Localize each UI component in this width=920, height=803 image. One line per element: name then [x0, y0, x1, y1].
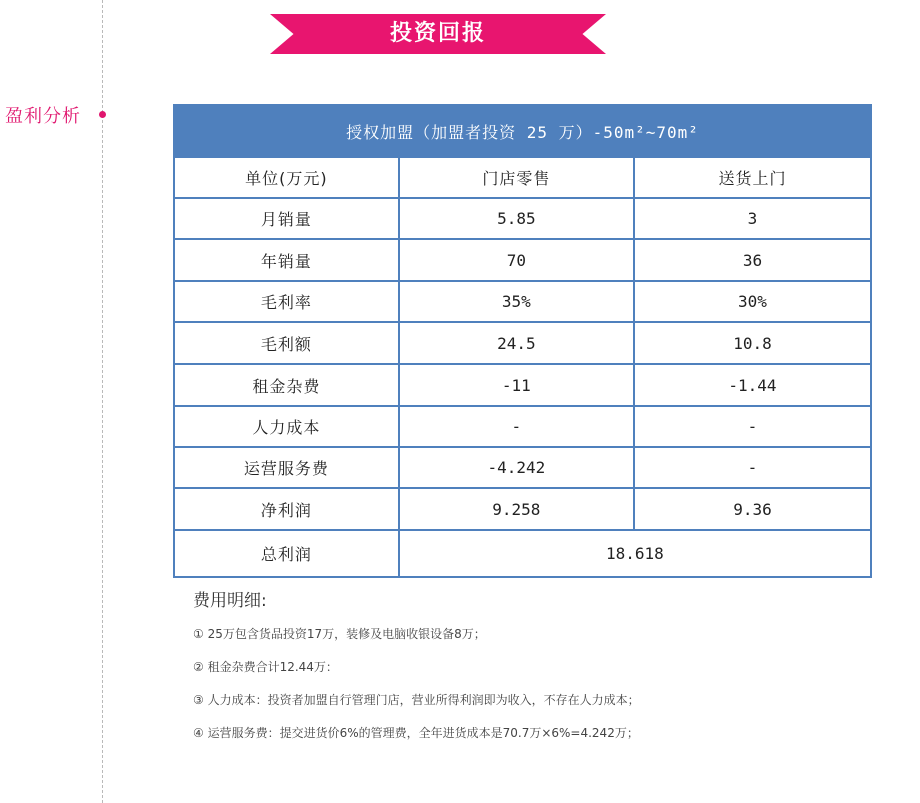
profit-table	[173, 104, 872, 578]
note-item: ① 25万包含货品投资17万，装修及电脑收银设备8万；	[193, 627, 486, 641]
row-label: 租金杂费	[174, 364, 399, 406]
total-label: 总利润	[174, 530, 399, 577]
row-label: 月销量	[174, 198, 399, 239]
row-label: 年销量	[174, 239, 399, 281]
retail-value: -	[399, 406, 634, 447]
delivery-value: 36	[634, 239, 871, 281]
row-label: 人力成本	[174, 406, 399, 447]
delivery-value: -	[634, 406, 871, 447]
retail-value: 9.258	[399, 488, 634, 530]
row-label: 毛利额	[174, 322, 399, 364]
retail-value: 70	[399, 239, 634, 281]
retail-value: 5.85	[399, 198, 634, 239]
retail-value: 24.5	[399, 322, 634, 364]
total-row	[174, 530, 871, 577]
table-row	[174, 364, 871, 406]
delivery-value: -1.44	[634, 364, 871, 406]
note-item: ④ 运营服务费：提交进货价6%的管理费，全年进货成本是70.7万×6%=4.242万；	[193, 726, 639, 740]
expense-notes	[193, 586, 640, 757]
note-item: ② 租金杂费合计12.44万：	[193, 660, 338, 674]
table-row	[174, 198, 871, 239]
section-label: 盈利分析	[5, 106, 81, 127]
delivery-value: 10.8	[634, 322, 871, 364]
total-value: 18.618	[399, 530, 871, 577]
column-header-retail: 门店零售	[399, 157, 634, 198]
column-header-unit: 单位(万元)	[174, 157, 399, 198]
retail-value: -11	[399, 364, 634, 406]
row-label: 净利润	[174, 488, 399, 530]
note-item: ③ 人力成本：投资者加盟自行管理门店，营业所得利润即为收入，不存在人力成本；	[193, 693, 640, 707]
delivery-value: -	[634, 447, 871, 488]
table-header: 授权加盟（加盟者投资 25 万）-50m²~70m²	[174, 105, 871, 157]
delivery-value: 9.36	[634, 488, 871, 530]
delivery-value: 3	[634, 198, 871, 239]
retail-value: 35%	[399, 281, 634, 322]
row-label: 运营服务费	[174, 447, 399, 488]
banner-title: 投资回报	[389, 21, 486, 46]
table-row	[174, 239, 871, 281]
column-header-delivery: 送货上门	[634, 157, 871, 198]
notes-title: 费用明细:	[193, 591, 267, 611]
bullet-dot-icon	[99, 111, 106, 118]
table-row	[174, 447, 871, 488]
table-row	[174, 488, 871, 530]
table-row	[174, 322, 871, 364]
table-row	[174, 406, 871, 447]
delivery-value: 30%	[634, 281, 871, 322]
table-row	[174, 281, 871, 322]
row-label: 毛利率	[174, 281, 399, 322]
retail-value: -4.242	[399, 447, 634, 488]
dashed-divider	[102, 0, 103, 803]
